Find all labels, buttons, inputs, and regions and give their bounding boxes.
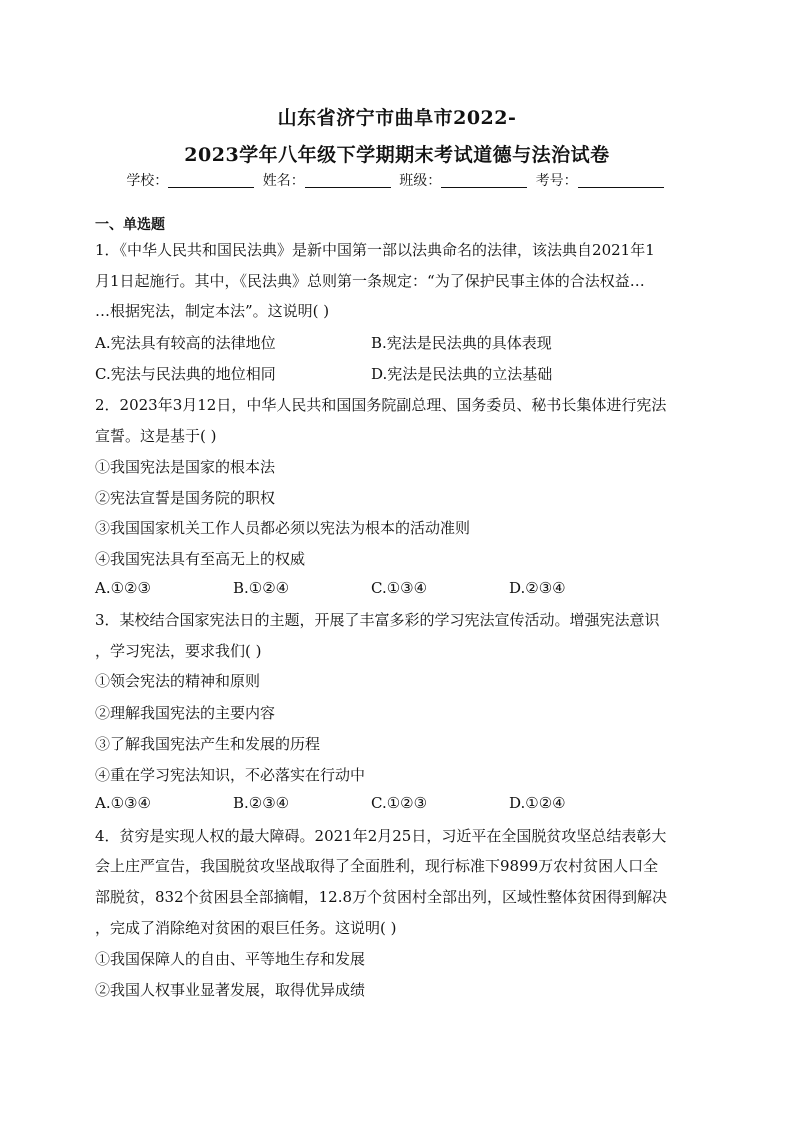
- q4-stem-line: ，完成了消除绝对贫困的艰巨任务。这说明( ): [95, 919, 397, 937]
- q1-option-b[interactable]: B.宪法是民法典的具体表现: [371, 334, 552, 352]
- q3-stem-line: 3．某校结合国家宪法日的主题，开展了丰富多彩的学习宪法宣传活动。增强宪法意识: [95, 611, 660, 629]
- q1-option-a[interactable]: A.宪法具有较高的法律地位: [95, 334, 276, 352]
- q3-option-b[interactable]: B.②③④: [233, 794, 290, 812]
- school-blank[interactable]: [168, 173, 254, 188]
- student-info-fields: [0, 170, 794, 190]
- q2-item: ②宪法宣誓是国务院的职权: [95, 489, 276, 507]
- class-blank[interactable]: [441, 173, 527, 188]
- q3-option-c[interactable]: C.①②③: [371, 794, 428, 812]
- q3-item: ④重在学习宪法知识，不必落实在行动中: [95, 766, 366, 784]
- q1-stem-line: …根据宪法，制定本法”。这说明( ): [95, 302, 330, 320]
- name-blank[interactable]: [305, 173, 391, 188]
- q4-stem-line: 会上庄严宣告，我国脱贫攻坚战取得了全面胜利，现行标准下9899万农村贫困人口全: [95, 857, 659, 875]
- q1-stem-line: 1．《中华人民共和国民法典》是新中国第一部以法典命名的法律，该法典自2021年1: [95, 241, 655, 259]
- q1-stem-line: 月1日起施行。其中，《民法典》总则第一条规定：“为了保护民事主体的合法权益…: [95, 272, 645, 290]
- q4-item: ①我国保障人的自由、平等地生存和发展: [95, 950, 366, 968]
- q2-item: ④我国宪法具有至高无上的权威: [95, 550, 306, 568]
- q2-stem-line: 宣誓。这是基于( ): [95, 427, 217, 445]
- q2-option-b[interactable]: B.①②④: [233, 579, 290, 597]
- q3-option-d[interactable]: D.①②④: [509, 794, 566, 812]
- q3-item: ②理解我国宪法的主要内容: [95, 704, 276, 722]
- exam-title-line-2: 2023学年八年级下学期期末考试道德与法治试卷: [184, 144, 610, 166]
- q3-item: ③了解我国宪法产生和发展的历程: [95, 735, 321, 753]
- exam-number-blank[interactable]: [578, 173, 664, 188]
- q2-option-a[interactable]: A.①②③: [95, 579, 151, 597]
- q2-item: ③我国国家机关工作人员都必须以宪法为根本的活动准则: [95, 519, 471, 537]
- exam-title-line-1: 山东省济宁市曲阜市2022-: [277, 107, 517, 129]
- q4-item: ②我国人权事业显著发展，取得优异成绩: [95, 981, 366, 999]
- class-label: 班级：: [399, 173, 442, 189]
- school-label: 学校：: [126, 173, 169, 189]
- q3-stem-line: ，学习宪法，要求我们( ): [95, 642, 262, 660]
- section-title: 一、单选题: [95, 217, 165, 233]
- exam-number-label: 考号：: [535, 173, 578, 189]
- q2-option-c[interactable]: C.①③④: [371, 579, 428, 597]
- q1-option-c[interactable]: C.宪法与民法典的地位相同: [95, 365, 276, 383]
- q3-item: ①领会宪法的精神和原则: [95, 672, 261, 690]
- q2-stem-line: 2．2023年3月12日，中华人民共和国国务院副总理、国务委员、秘书长集体进行宪法: [95, 396, 667, 414]
- q2-item: ①我国宪法是国家的根本法: [95, 458, 276, 476]
- name-label: 姓名：: [262, 173, 305, 189]
- q3-option-a[interactable]: A.①③④: [95, 794, 151, 812]
- q1-option-d[interactable]: D.宪法是民法典的立法基础: [371, 365, 553, 383]
- q4-stem-line: 4．贫穷是实现人权的最大障碍。2021年2月25日，习近平在全国脱贫攻坚总结表彰大: [95, 827, 667, 845]
- q4-stem-line: 部脱贫，832个贫困县全部摘帽，12.8万个贫困村全部出列，区域性整体贫困得到解决: [95, 888, 668, 906]
- q2-option-d[interactable]: D.②③④: [509, 579, 566, 597]
